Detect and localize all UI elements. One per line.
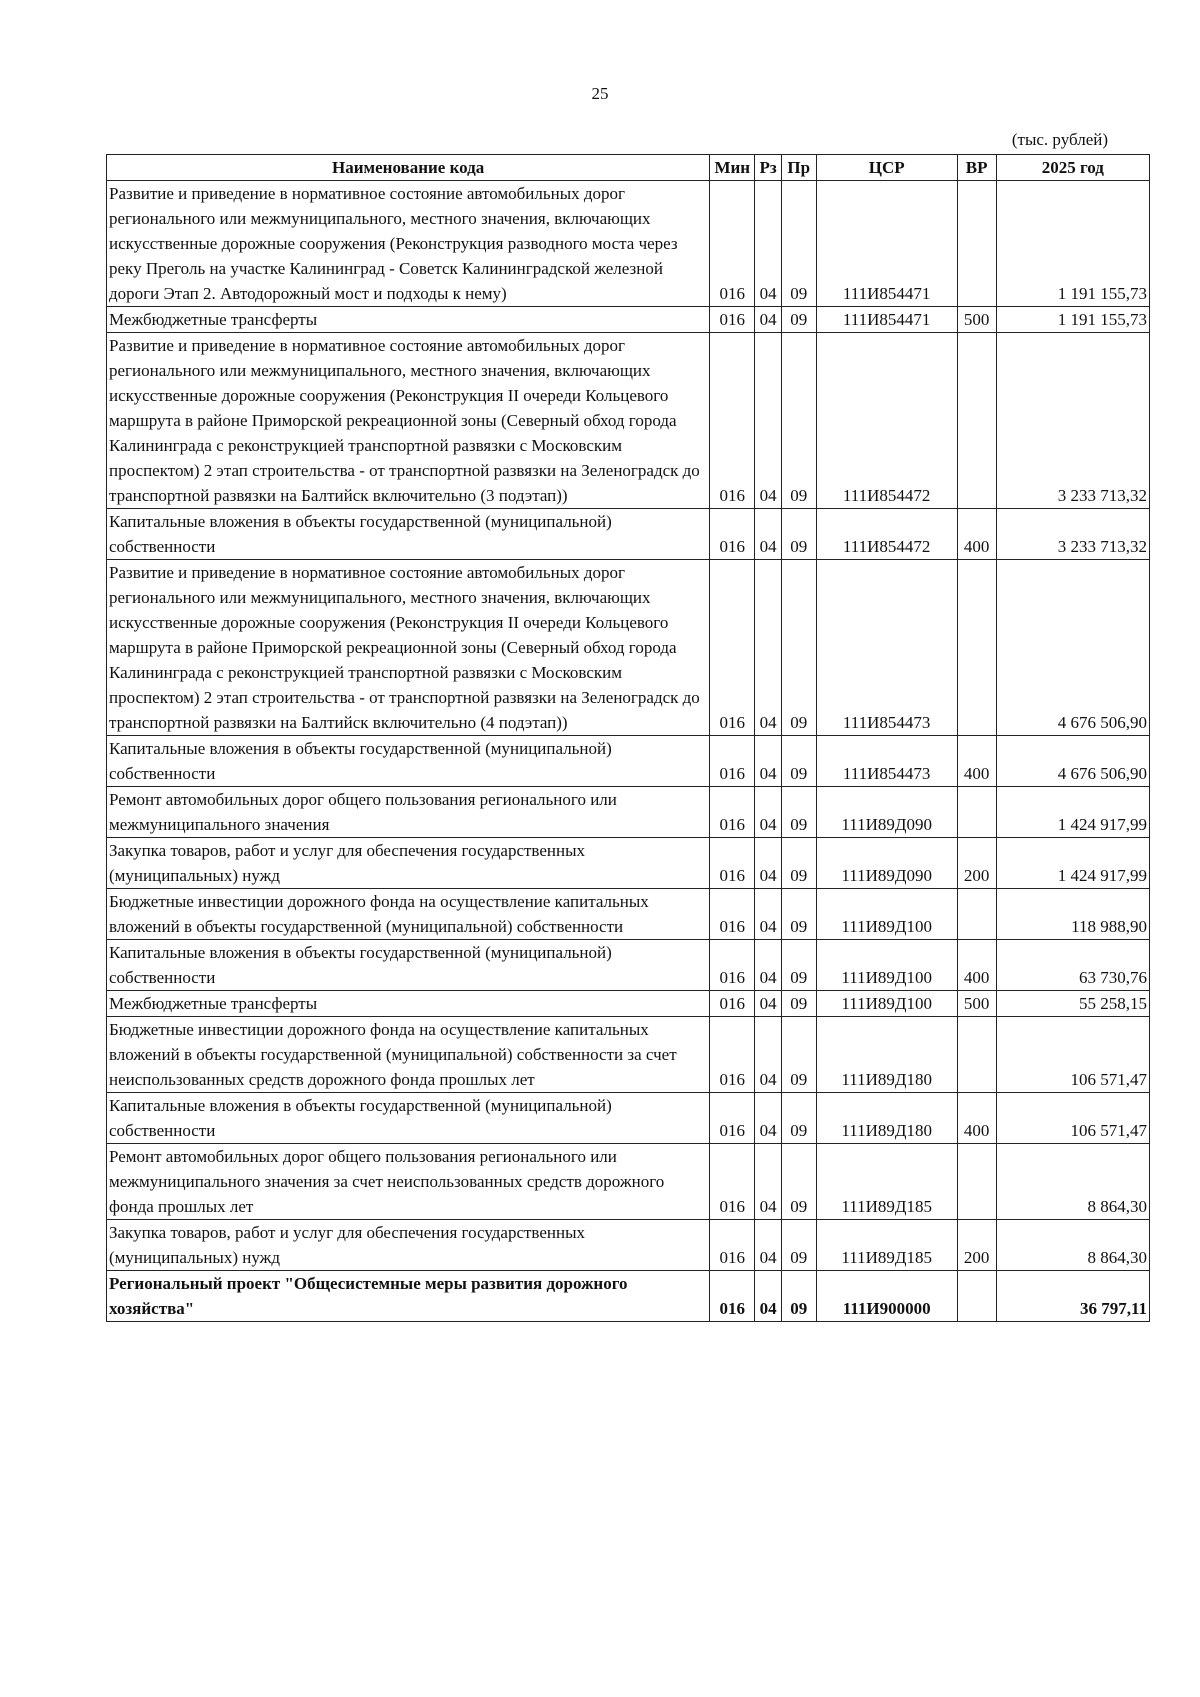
- cell-vr: 200: [957, 838, 996, 889]
- cell-sum: 1 424 917,99: [996, 838, 1149, 889]
- table-row: [107, 1017, 1150, 1093]
- cell-pr: 09: [781, 1093, 816, 1144]
- cell-csr: 111И89Д180: [816, 1093, 957, 1144]
- cell-pr: 09: [781, 181, 816, 307]
- cell-rz: 04: [755, 991, 782, 1017]
- cell-csr: 111И854473: [816, 736, 957, 787]
- cell-sum: 3 233 713,32: [996, 333, 1149, 509]
- cell-name: Капитальные вложения в объекты государственной (муниципальной) собственности: [107, 736, 710, 787]
- cell-name: Закупка товаров, работ и услуг для обеспечения государственных (муниципальных) нужд: [107, 1220, 710, 1271]
- cell-pr: 09: [781, 940, 816, 991]
- cell-csr: 111И89Д185: [816, 1220, 957, 1271]
- table-row: [107, 838, 1150, 889]
- cell-sum: 63 730,76: [996, 940, 1149, 991]
- cell-sum: 3 233 713,32: [996, 509, 1149, 560]
- cell-pr: 09: [781, 509, 816, 560]
- cell-sum: 8 864,30: [996, 1220, 1149, 1271]
- cell-rz: 04: [755, 181, 782, 307]
- cell-pr: 09: [781, 333, 816, 509]
- cell-sum: 8 864,30: [996, 1144, 1149, 1220]
- cell-pr: 09: [781, 1144, 816, 1220]
- cell-vr: 400: [957, 940, 996, 991]
- table-row: [107, 736, 1150, 787]
- cell-min: 016: [710, 509, 755, 560]
- cell-sum: 4 676 506,90: [996, 736, 1149, 787]
- cell-vr: 500: [957, 307, 996, 333]
- cell-csr: 111И89Д100: [816, 940, 957, 991]
- cell-vr: [957, 787, 996, 838]
- cell-name: Бюджетные инвестиции дорожного фонда на осуществление капитальных вложений в объекты государственной (муниципальной) собственности: [107, 889, 710, 940]
- cell-name: Развитие и приведение в нормативное состояние автомобильных дорог регионального или межмуниципального, местного значения, включающих искусственные дорожные сооружения (Реконструкция II очереди Кольцевого маршрута в районе Приморской рекреационной зоны (Северный обход города Калининграда с реконструкцией транспортной развязки с Московским проспектом) 2 этап строительства - от транспортной развязки на Зеленоградск до транспортной развязки на Балтийск включительно (4 подэтап)): [107, 560, 710, 736]
- cell-rz: 04: [755, 1271, 782, 1322]
- cell-sum: 55 258,15: [996, 991, 1149, 1017]
- cell-min: 016: [710, 838, 755, 889]
- header-year: 2025 год: [996, 155, 1149, 181]
- table-header-row: [107, 155, 1150, 181]
- cell-vr: [957, 560, 996, 736]
- cell-vr: 200: [957, 1220, 996, 1271]
- cell-rz: 04: [755, 1017, 782, 1093]
- cell-csr: 111И854473: [816, 560, 957, 736]
- cell-sum: 36 797,11: [996, 1271, 1149, 1322]
- cell-rz: 04: [755, 787, 782, 838]
- cell-pr: 09: [781, 307, 816, 333]
- cell-sum: 1 424 917,99: [996, 787, 1149, 838]
- cell-min: 016: [710, 307, 755, 333]
- cell-pr: 09: [781, 991, 816, 1017]
- cell-vr: 500: [957, 991, 996, 1017]
- cell-rz: 04: [755, 1093, 782, 1144]
- table-row: [107, 1093, 1150, 1144]
- cell-name: Межбюджетные трансферты: [107, 307, 710, 333]
- cell-min: 016: [710, 787, 755, 838]
- cell-rz: 04: [755, 889, 782, 940]
- table-row: [107, 889, 1150, 940]
- cell-sum: 1 191 155,73: [996, 307, 1149, 333]
- cell-sum: 4 676 506,90: [996, 560, 1149, 736]
- cell-min: 016: [710, 1017, 755, 1093]
- cell-pr: 09: [781, 787, 816, 838]
- cell-vr: [957, 181, 996, 307]
- table-row: [107, 1144, 1150, 1220]
- cell-vr: [957, 889, 996, 940]
- cell-pr: 09: [781, 889, 816, 940]
- cell-name: Капитальные вложения в объекты государственной (муниципальной) собственности: [107, 1093, 710, 1144]
- cell-pr: 09: [781, 1220, 816, 1271]
- header-name: Наименование кода: [107, 155, 710, 181]
- page-number: 25: [591, 84, 609, 103]
- cell-rz: 04: [755, 1220, 782, 1271]
- cell-rz: 04: [755, 838, 782, 889]
- table-body: [107, 181, 1150, 1322]
- cell-name: Региональный проект "Общесистемные меры развития дорожного хозяйства": [107, 1271, 710, 1322]
- cell-csr: 111И854472: [816, 509, 957, 560]
- cell-min: 016: [710, 1220, 755, 1271]
- cell-vr: 400: [957, 1093, 996, 1144]
- cell-csr: 111И89Д185: [816, 1144, 957, 1220]
- cell-name: Межбюджетные трансферты: [107, 991, 710, 1017]
- cell-rz: 04: [755, 509, 782, 560]
- cell-name: Развитие и приведение в нормативное состояние автомобильных дорог регионального или межмуниципального, местного значения, включающих искусственные дорожные сооружения (Реконструкция II очереди Кольцевого маршрута в районе Приморской рекреационной зоны (Северный обход города Калининграда с реконструкцией транспортной развязки с Московским проспектом) 2 этап строительства - от транспортной развязки на Зеленоградск до транспортной развязки на Балтийск включительно (3 подэтап)): [107, 333, 710, 509]
- cell-min: 016: [710, 181, 755, 307]
- units-label: (тыс. рублей): [1011, 130, 1108, 149]
- table-row: [107, 333, 1150, 509]
- cell-min: 016: [710, 736, 755, 787]
- cell-rz: 04: [755, 560, 782, 736]
- cell-name: Капитальные вложения в объекты государственной (муниципальной) собственности: [107, 509, 710, 560]
- table-row: [107, 181, 1150, 307]
- cell-pr: 09: [781, 560, 816, 736]
- table-row: [107, 509, 1150, 560]
- cell-csr: 111И854471: [816, 307, 957, 333]
- cell-name: Развитие и приведение в нормативное состояние автомобильных дорог регионального или межмуниципального, местного значения, включающих искусственные дорожные сооружения (Реконструкция разводного моста через реку Преголь на участке Калининград - Советск Калининградской железной дороги Этап 2. Автодорожный мост и подходы к нему): [107, 181, 710, 307]
- cell-csr: 111И89Д180: [816, 1017, 957, 1093]
- cell-csr: 111И900000: [816, 1271, 957, 1322]
- cell-csr: 111И89Д090: [816, 787, 957, 838]
- cell-sum: 1 191 155,73: [996, 181, 1149, 307]
- header-min: Мин: [710, 155, 755, 181]
- cell-min: 016: [710, 940, 755, 991]
- cell-vr: [957, 1017, 996, 1093]
- table-row: [107, 1220, 1150, 1271]
- budget-table: [106, 154, 1150, 1322]
- cell-name: Бюджетные инвестиции дорожного фонда на осуществление капитальных вложений в объекты государственной (муниципальной) собственности за счет неиспользованных средств дорожного фонда прошлых лет: [107, 1017, 710, 1093]
- cell-csr: 111И89Д100: [816, 991, 957, 1017]
- table-row: [107, 1271, 1150, 1322]
- header-rz: Рз: [755, 155, 782, 181]
- cell-pr: 09: [781, 1271, 816, 1322]
- cell-min: 016: [710, 1271, 755, 1322]
- header-pr: Пр: [781, 155, 816, 181]
- table-row: [107, 991, 1150, 1017]
- cell-vr: 400: [957, 736, 996, 787]
- cell-name: Ремонт автомобильных дорог общего пользования регионального или межмуниципального значения за счет неиспользованных средств дорожного фонда прошлых лет: [107, 1144, 710, 1220]
- table-row: [107, 307, 1150, 333]
- cell-min: 016: [710, 1093, 755, 1144]
- cell-name: Закупка товаров, работ и услуг для обеспечения государственных (муниципальных) нужд: [107, 838, 710, 889]
- cell-name: Капитальные вложения в объекты государственной (муниципальной) собственности: [107, 940, 710, 991]
- cell-min: 016: [710, 889, 755, 940]
- cell-pr: 09: [781, 838, 816, 889]
- cell-min: 016: [710, 333, 755, 509]
- table-row: [107, 940, 1150, 991]
- table-row: [107, 560, 1150, 736]
- cell-vr: [957, 1144, 996, 1220]
- cell-vr: [957, 333, 996, 509]
- cell-csr: 111И854471: [816, 181, 957, 307]
- cell-pr: 09: [781, 736, 816, 787]
- cell-rz: 04: [755, 736, 782, 787]
- cell-pr: 09: [781, 1017, 816, 1093]
- cell-csr: 111И854472: [816, 333, 957, 509]
- header-vr: ВР: [957, 155, 996, 181]
- cell-sum: 118 988,90: [996, 889, 1149, 940]
- cell-min: 016: [710, 1144, 755, 1220]
- cell-min: 016: [710, 991, 755, 1017]
- cell-sum: 106 571,47: [996, 1093, 1149, 1144]
- cell-min: 016: [710, 560, 755, 736]
- cell-vr: 400: [957, 509, 996, 560]
- header-csr: ЦСР: [816, 155, 957, 181]
- cell-name: Ремонт автомобильных дорог общего пользования регионального или межмуниципального значения: [107, 787, 710, 838]
- cell-csr: 111И89Д100: [816, 889, 957, 940]
- cell-sum: 106 571,47: [996, 1017, 1149, 1093]
- table-row: [107, 787, 1150, 838]
- cell-csr: 111И89Д090: [816, 838, 957, 889]
- cell-rz: 04: [755, 1144, 782, 1220]
- cell-vr: [957, 1271, 996, 1322]
- cell-rz: 04: [755, 333, 782, 509]
- cell-rz: 04: [755, 307, 782, 333]
- cell-rz: 04: [755, 940, 782, 991]
